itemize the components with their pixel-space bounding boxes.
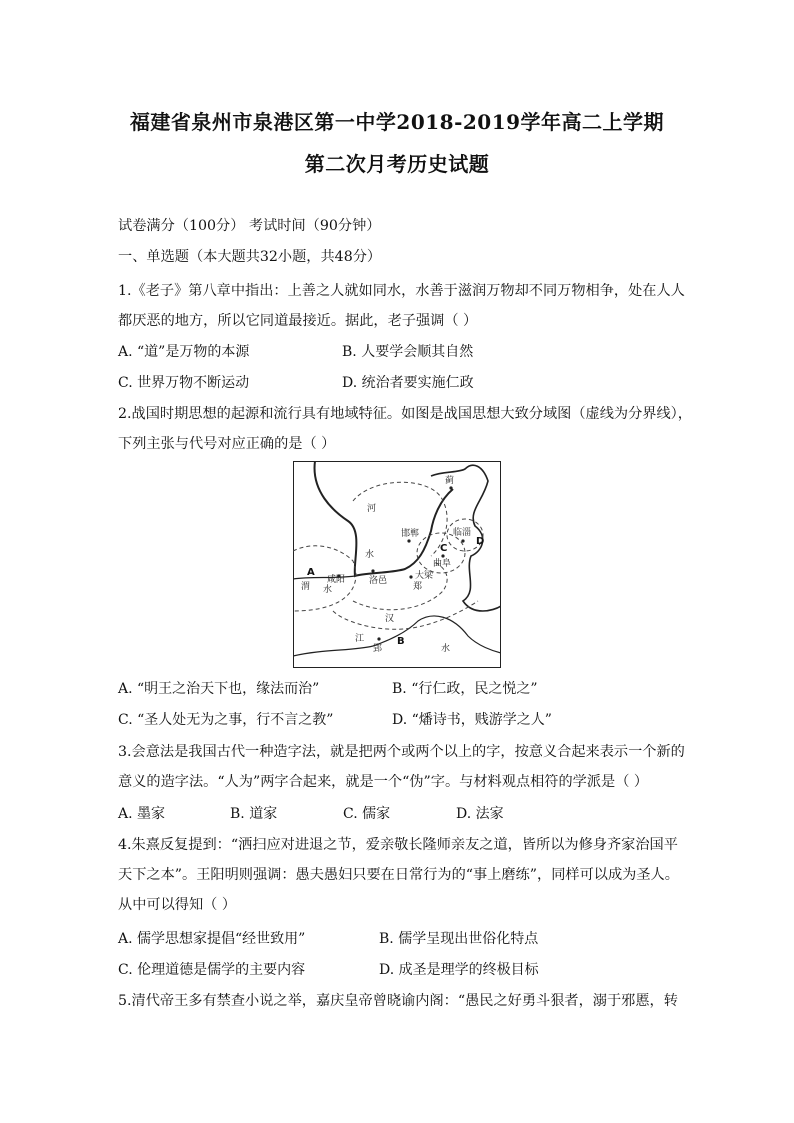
q2-line2: 下列主张与代号对应正确的是（ ）: [118, 436, 336, 452]
section-heading: 一、单选题（本大题共32小题，共48分）: [118, 249, 382, 265]
city-qufu: 曲阜: [433, 559, 452, 569]
region-a-label: A: [307, 567, 315, 578]
q4-option-a: A. 儒学思想家提倡“经世致用”: [118, 931, 306, 947]
q1-option-d: D. 统治者要实施仁政: [342, 375, 474, 391]
river-jiang: 江: [355, 634, 365, 644]
q3-line1: 3.会意法是我国古代一种造字法，就是把两个或两个以上的字，按意义合起来表示一个新的: [118, 744, 685, 760]
region-c-label: C: [440, 543, 448, 554]
exam-info: 试卷满分（100分） 考试时间（90分钟）: [118, 218, 381, 234]
q3-line2: 意义的造字法。“人为”两字合起来，就是一个“伪”字。与材料观点相符的学派是（ ）: [118, 774, 649, 790]
q2-option-d: D. “燔诗书，贱游学之人”: [392, 712, 552, 728]
exam-title-line1: 福建省泉州市泉港区第一中学2018-2019学年高二上学期: [129, 110, 665, 134]
q4-option-b: B. 儒学呈现出世俗化特点: [379, 931, 539, 947]
q3-option-c: C. 儒家: [343, 806, 391, 822]
city-zheng: 郑: [413, 582, 423, 592]
q4-option-c: C. 伦理道德是儒学的主要内容: [118, 962, 306, 978]
region-d-label: D: [476, 536, 485, 547]
river-wei: 渭: [301, 582, 311, 592]
river-han: 汉: [385, 614, 395, 624]
city-ying: 郢: [373, 644, 383, 654]
q2-option-a: A. “明王之治天下也，缘法而治”: [118, 681, 320, 697]
q4-line1: 4.朱熹反复提到：“洒扫应对进退之节，爱亲敬长隆师亲友之道，皆所以为修身齐家治国平: [118, 837, 678, 853]
q3-option-d: D. 法家: [456, 806, 504, 822]
city-luoyi: 洛邑: [369, 576, 388, 586]
region-b-label: B: [397, 636, 405, 647]
q4-line2: 天下之本”。王阳明则强调：愚夫愚妇只要在日常行为的“事上磨练”，同样可以成为圣人。: [118, 867, 679, 883]
q4-option-d: D. 成圣是理学的终极目标: [379, 962, 539, 978]
q5-line1: 5.清代帝王多有禁查小说之举，嘉庆皇帝曾晓谕内阁：“愚民之好勇斗狠者，溺于邪慝，转: [118, 993, 678, 1009]
q3-option-a: A. 墨家: [118, 806, 166, 822]
q1-line1: 1.《老子》第八章中指出：上善之人就如同水，水善于滋润万物却不同万物相争，处在人人: [118, 283, 685, 299]
city-xianyang: 咸阳: [327, 575, 346, 585]
q4-line3: 从中可以得知（ ）: [118, 897, 237, 913]
warring-states-map: [293, 461, 501, 668]
city-handan: 邯郸: [401, 529, 420, 539]
q3-option-b: B. 道家: [230, 806, 278, 822]
q1-option-b: B. 人要学会顺其自然: [342, 344, 474, 360]
q2-line1: 2.战国时期思想的起源和流行具有地域特征。如图是战国思想大致分域图（虚线为分界线），: [118, 406, 692, 422]
exam-title-line2: 第二次月考历史试题: [304, 152, 490, 176]
river-shui3: 水: [441, 644, 451, 654]
q1-option-a: A. “道”是万物的本源: [118, 344, 250, 360]
q1-line2: 都厌恶的地方，所以它同道最接近。据此，老子强调（ ）: [118, 313, 478, 329]
river-he: 河: [367, 504, 377, 514]
q2-option-b: B. “行仁政，民之悦之”: [392, 681, 538, 697]
river-shui1: 水: [365, 550, 375, 560]
river-shui2: 水: [323, 585, 333, 595]
q1-option-c: C. 世界万物不断运动: [118, 375, 250, 391]
q2-option-c: C. “圣人处无为之事，行不言之教”: [118, 712, 334, 728]
city-daliang: 大梁: [415, 571, 434, 581]
city-ji: 蓟: [445, 476, 455, 486]
city-linzi: 临淄: [453, 528, 472, 538]
map-figure: [293, 461, 501, 668]
